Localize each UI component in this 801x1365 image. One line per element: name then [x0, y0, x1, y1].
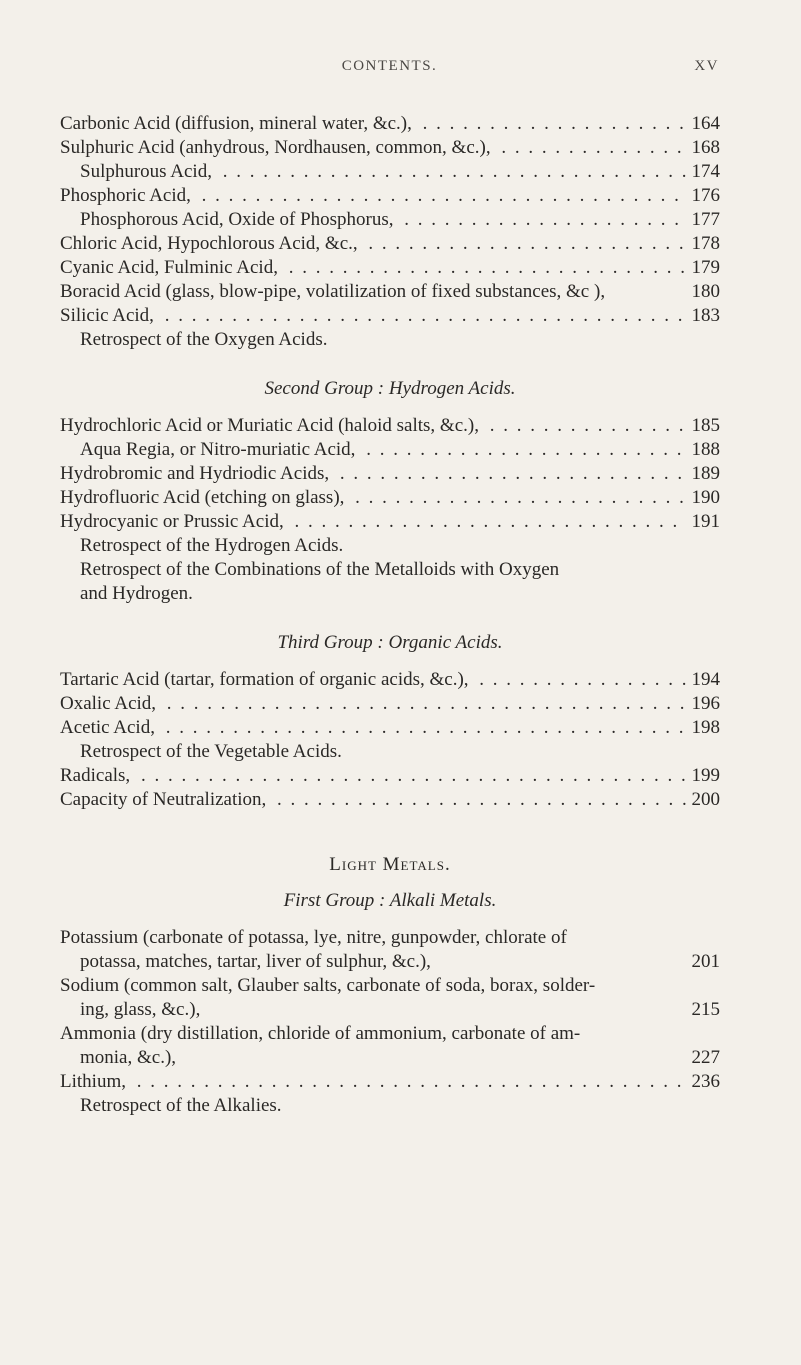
toc-entry	[60, 1022, 720, 1070]
toc-entry	[60, 510, 720, 534]
block-alkali-metals	[60, 926, 720, 1070]
entry-page-number: 177	[686, 208, 721, 232]
toc-entry	[60, 1070, 720, 1094]
entry-title: Cyanic Acid, Fulminic Acid,	[60, 257, 282, 278]
entry-page-number: 200	[686, 788, 721, 812]
toc-entry	[60, 582, 720, 606]
toc-entry	[60, 280, 720, 304]
toc-entry	[60, 328, 720, 352]
entry-title: Silicic Acid,	[60, 305, 158, 326]
entry-title-line2: monia, &c.),	[80, 1047, 177, 1068]
entry-title-line1: Potassium (carbonate of potassa, lye, nitre, gunpowder, chlorate of	[60, 927, 567, 948]
entry-page-number: 179	[686, 256, 721, 280]
entry-title: Hydrochloric Acid or Muriatic Acid (haloid salts, &c.),	[60, 415, 483, 436]
toc-entry	[60, 692, 720, 716]
entry-title: Retrospect of the Combinations of the Metalloids with Oxygen	[80, 559, 563, 580]
entry-page-number: 215	[686, 998, 721, 1022]
entry-title: and Hydrogen.	[80, 583, 197, 604]
entry-page-number: 194	[686, 668, 721, 692]
toc-entry	[60, 136, 720, 160]
entry-title: Boracid Acid (glass, blow-pipe, volatilization of fixed substances, &c ),	[60, 281, 609, 302]
block-alkali-metals-cont	[60, 1070, 720, 1118]
toc-entry	[60, 974, 720, 1022]
entry-page-number: 188	[686, 438, 721, 462]
entry-page-number: 185	[686, 414, 721, 438]
toc-entry	[60, 256, 720, 280]
entry-page-number: 199	[686, 764, 721, 788]
entry-title: Oxalic Acid,	[60, 693, 160, 714]
toc-entry	[60, 558, 720, 582]
header-title: CONTENTS.	[341, 58, 438, 74]
entry-title: Aqua Regia, or Nitro-muriatic Acid,	[80, 439, 359, 460]
entry-title: Radicals,	[60, 765, 134, 786]
entry-page-number: 174	[686, 160, 721, 184]
toc-entry	[60, 740, 720, 764]
entry-title: Lithium,	[60, 1071, 130, 1092]
block-oxygen-acids	[60, 112, 720, 352]
entry-title: Tartaric Acid (tartar, formation of organic acids, &c.),	[60, 669, 473, 690]
entry-page-number: 164	[686, 112, 721, 136]
toc-entry	[60, 160, 720, 184]
entry-title: Hydrofluoric Acid (etching on glass),	[60, 487, 348, 508]
header-page-number: XV	[694, 58, 719, 74]
entry-page-number: 189	[686, 462, 721, 486]
entry-page-number: 196	[686, 692, 721, 716]
group-heading-alkali-metals: First Group : Alkali Metals.	[283, 890, 497, 911]
toc-entry	[60, 534, 720, 558]
toc-entry	[60, 788, 720, 812]
entry-page-number: 178	[686, 232, 721, 256]
entry-page-number: 191	[686, 510, 721, 534]
entry-title-line2: ing, glass, &c.),	[80, 999, 201, 1020]
entry-page-number: 176	[686, 184, 721, 208]
entry-title: Sulphuric Acid (anhydrous, Nordhausen, common, &c.),	[60, 137, 495, 158]
group-heading-organic-acids: Third Group : Organic Acids.	[277, 632, 503, 653]
toc-entry	[60, 462, 720, 486]
toc-entry	[60, 1094, 720, 1118]
toc-entry	[60, 414, 720, 438]
entry-title-line1: Ammonia (dry distillation, chloride of ammonium, carbonate of am-	[60, 1023, 581, 1044]
entry-title: Hydrocyanic or Prussic Acid,	[60, 511, 288, 532]
section-heading-light-metals: Light Metals.	[329, 854, 451, 875]
toc-entry	[60, 926, 720, 974]
entry-title: Sulphurous Acid,	[80, 161, 216, 182]
entry-page-number: 198	[686, 716, 721, 740]
entry-title: Phosphorous Acid, Oxide of Phosphorus,	[80, 209, 398, 230]
toc-entry	[60, 438, 720, 462]
entry-page-number: 236	[686, 1070, 721, 1094]
toc-entry	[60, 764, 720, 788]
toc-entry	[60, 304, 720, 328]
entry-page-number: 201	[686, 950, 721, 974]
entry-title: Retrospect of the Vegetable Acids.	[80, 741, 346, 762]
group-heading-hydrogen-acids: Second Group : Hydrogen Acids.	[264, 378, 516, 399]
entry-title: Capacity of Neutralization,	[60, 789, 270, 810]
block-organic-acids	[60, 668, 720, 812]
entry-title-line2: potassa, matches, tartar, liver of sulphur, &c.),	[80, 951, 431, 972]
entry-title: Carbonic Acid (diffusion, mineral water, &c.),	[60, 113, 416, 134]
entry-page-number: 180	[686, 280, 721, 304]
entry-title: Chloric Acid, Hypochlorous Acid, &c.,	[60, 233, 362, 254]
entry-title-line1: Sodium (common salt, Glauber salts, carbonate of soda, borax, solder-	[60, 975, 596, 996]
entry-page-number: 190	[686, 486, 721, 510]
entry-title: Retrospect of the Alkalies.	[80, 1095, 286, 1116]
toc-entry	[60, 232, 720, 256]
entry-title: Hydrobromic and Hydriodic Acids,	[60, 463, 333, 484]
entry-title: Phosphoric Acid,	[60, 185, 195, 206]
contents-list	[60, 112, 720, 1118]
toc-entry	[60, 486, 720, 510]
block-hydrogen-acids	[60, 414, 720, 606]
entry-page-number: 227	[686, 1046, 721, 1070]
toc-entry	[60, 668, 720, 692]
entry-title: Retrospect of the Hydrogen Acids.	[80, 535, 347, 556]
entry-page-number: 168	[686, 136, 721, 160]
entry-title: Acetic Acid,	[60, 717, 159, 738]
toc-entry	[60, 716, 720, 740]
entry-page-number: 183	[686, 304, 721, 328]
toc-entry	[60, 112, 720, 136]
toc-entry	[60, 184, 720, 208]
toc-entry	[60, 208, 720, 232]
entry-title: Retrospect of the Oxygen Acids.	[80, 329, 331, 350]
